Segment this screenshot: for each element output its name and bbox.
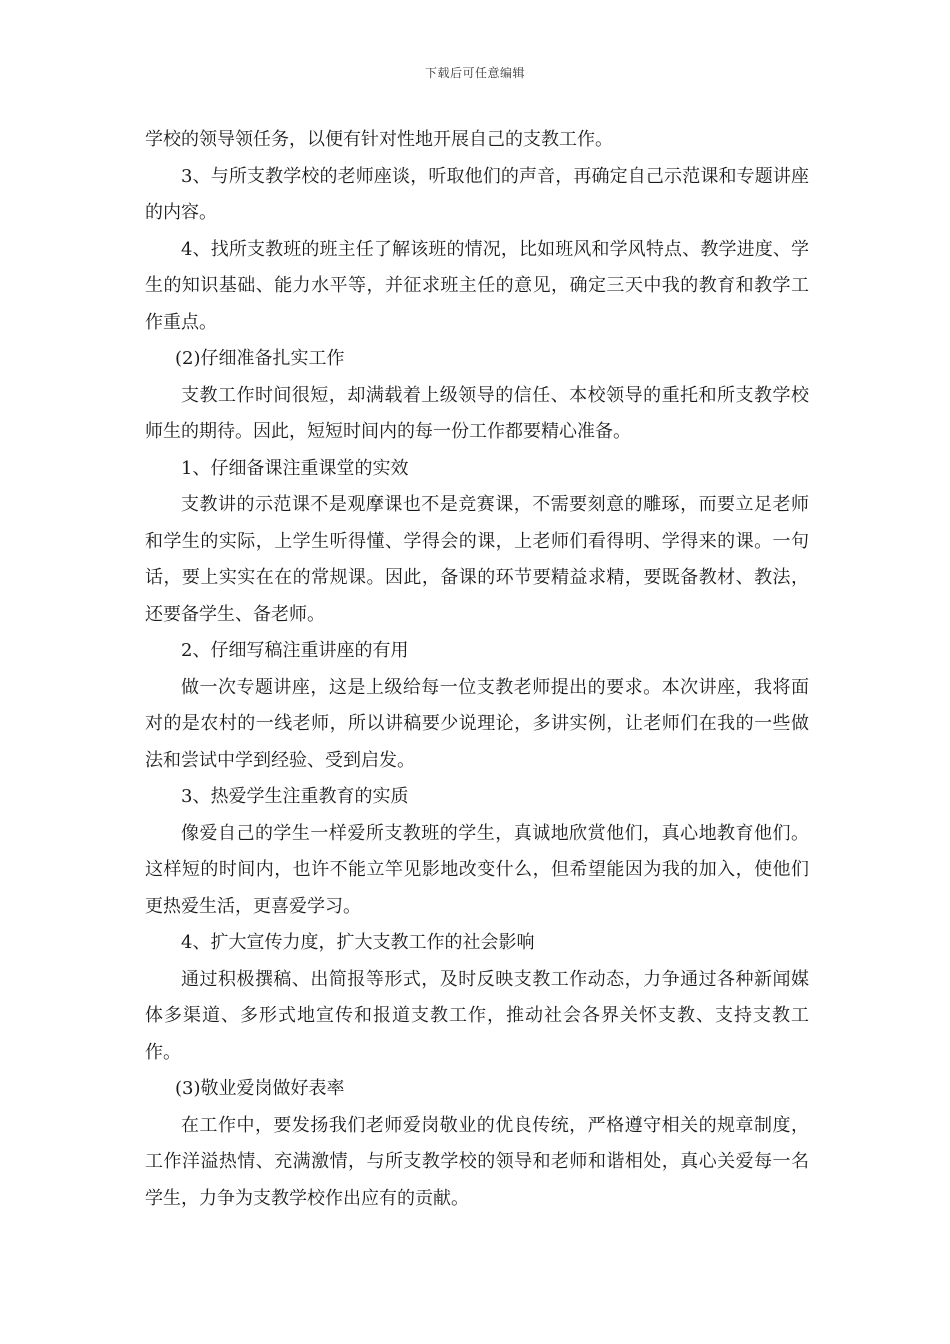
paragraph-item-3: 3、与所支教学校的老师座谈，听取他们的声音，再确定自己示范课和专题讲座的内容。 [145,165,809,223]
subheading-3: 3、热爱学生注重教育的实质 [181,786,409,807]
document-body [145,122,809,1217]
paragraph-dedication: 在工作中，要发扬我们老师爱岗敬业的优良传统，严格遵守相关的规章制度，工作洋溢热情、充满激情，与所支教学校的领导和老师和谐相处，真心关爱每一名学生，力争为支教学校作出应有的贡献。 [145,1114,809,1209]
subheading-2: 2、仔细写稿注重讲座的有用 [181,640,409,661]
section-heading-3: (3)敬业爱岗做好表率 [175,1078,345,1099]
section-heading-2: (2)仔细准备扎实工作 [175,348,345,369]
paragraph-publicity: 通过积极撰稿、出简报等形式，及时反映支教工作动态，力争通过各种新闻媒体多渠道、多形式地宣传和报道支教工作，推动社会各界关怀支教、支持支教工作。 [145,968,809,1063]
paragraph-continuation: 学校的领导领任务，以便有针对性地开展自己的支教工作。 [145,129,613,150]
paragraph-care-students: 像爱自己的学生一样爱所支教班的学生，真诚地欣赏他们，真心地教育他们。这样短的时间内，也许不能立竿见影地改变什么，但希望能因为我的加入，使他们更热爱生活，更喜爱学习。 [145,822,809,917]
paragraph-lecture: 做一次专题讲座，这是上级给每一位支教老师提出的要求。本次讲座，我将面对的是农村的一线老师，所以讲稿要少说理论，多讲实例，让老师们在我的一些做法和尝试中学到经验、受到启发。 [145,676,809,771]
paragraph-item-4: 4、找所支教班的班主任了解该班的情况，比如班风和学风特点、教学进度、学生的知识基础、能力水平等，并征求班主任的意见，确定三天中我的教育和教学工作重点。 [145,238,809,333]
subheading-1: 1、仔细备课注重课堂的实效 [181,457,409,479]
paragraph-section-2-intro: 支教工作时间很短，却满载着上级领导的信任、本校领导的重托和所支教学校师生的期待。因此，短短时间内的每一份工作都要精心准备。 [145,384,809,442]
page-header: 下载后可任意编辑 [424,66,525,80]
subheading-4: 4、扩大宣传力度，扩大支教工作的社会影响 [181,932,535,953]
paragraph-lesson-prep: 支教讲的示范课不是观摩课也不是竞赛课，不需要刻意的雕琢，而要立足老师和学生的实际，上学生听得懂、学得会的课，上老师们看得明、学得来的课。一句话，要上实实在在的常规课。因此，备课的环节要精益求精，要既备教材、教法，还要备学生、备老师。 [145,494,809,625]
